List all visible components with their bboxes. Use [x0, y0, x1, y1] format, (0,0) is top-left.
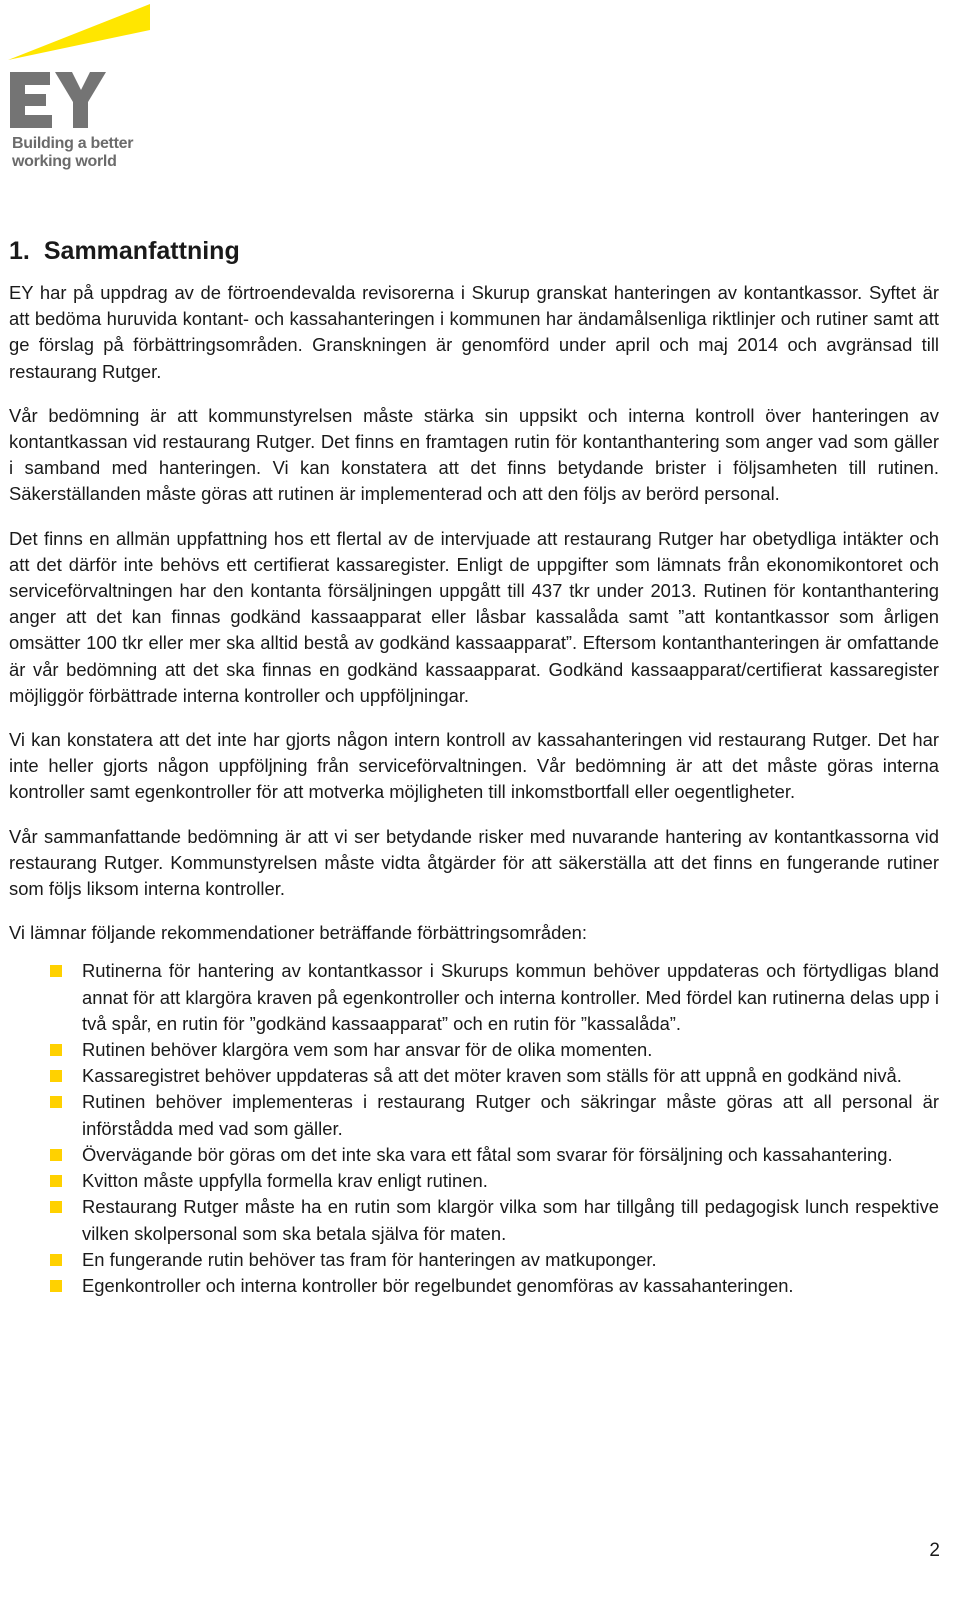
bullet-square-icon [50, 1044, 62, 1056]
ey-logo-tagline-line1: Building a better [12, 135, 134, 152]
ey-logo-beam [8, 4, 150, 60]
paragraph-intro: EY har på uppdrag av de förtroendevalda revisorerna i Skurup granskat hanteringen av kontantkassor. Syftet är att bedöma huruvida kontant- och kassahanteringen i kommunen har ändamålsenliga riktlinjer och rutiner samt att ge förslag på förbättringsområden. Granskningen är genomförd under april och maj 2014 och avgränsad till restaurang Rutger. [9, 282, 939, 382]
bullet-square-icon [50, 1280, 62, 1292]
recommendation-text: Övervägande bör göras om det inte ska vara ett fåtal som svarar för försäljning och kassahantering. [82, 1143, 893, 1165]
list-item [9, 1247, 939, 1273]
list-item [9, 1194, 939, 1246]
paragraph-recommendations-intro: Vi lämnar följande rekommendationer beträffande förbättringsområden: [9, 922, 587, 944]
ey-logo-tagline [12, 135, 133, 171]
paragraph-summary: Vår sammanfattande bedömning är att vi ser betydande risker med nuvarande hantering av kontantkassorna vid restaurang Rutger. Kommunstyrelsen måste vidta åtgärder för att säkerställa att det finns en fungerande rutiner som följs liksom interna kontroller. [9, 825, 939, 900]
recommendation-text: Rutinerna för hantering av kontantkassor i Skurups kommun behöver uppdateras och förtydligas bland annat för att klargöra kraven på egenkontroller och interna kontroller. Med fördel kan rutinerna delas upp i två spår, en rutin för ”godkänd kassaapparat” och en rutin för ”kassalåda”. [82, 960, 939, 1034]
list-item [9, 1273, 939, 1299]
recommendation-text: Rutinen behöver implementeras i restaurang Rutger och säkringar måste göras att all personal är införstådda med vad som gäller. [82, 1091, 939, 1139]
document-body [9, 236, 939, 1299]
paragraph-internal-control: Vi kan konstatera att det inte har gjorts någon intern kontroll av kassahanteringen vid restaurang Rutger. Det har inte heller gjorts någon uppföljning från serviceförvaltningen. Vår bedömning är att det måste göras interna kontroller samt egenkontroller för att motverka möjligheten till inkomstbortfall eller oegentligheter. [9, 729, 939, 803]
ey-logo-tagline-line2: working world [12, 153, 117, 170]
ey-logo-letter-e [10, 72, 52, 128]
paragraph-assessment: Vår bedömning är att kommunstyrelsen måste stärka sin uppsikt och interna kontroll över hanteringen av kontantkassan vid restaurang Rutger. Det finns en framtagen rutin för kontanthantering som anger vad som gäller i samband med hanteringen. Vi kan konstatera att det finns betydande brister i följsamheten till rutinen. Säkerställanden måste göras att rutinen är implementerad och att den följs av berörd personal. [9, 404, 939, 505]
list-item [9, 1168, 939, 1194]
list-item [9, 1063, 939, 1089]
section-title: Sammanfattning [43, 237, 240, 265]
recommendation-text: Rutinen behöver klargöra vem som har ansvar för de olika momenten. [82, 1039, 653, 1061]
page-number: 2 [929, 1540, 940, 1561]
recommendations-list [9, 958, 939, 1299]
list-item [9, 958, 939, 1037]
ey-logo-mark [8, 4, 158, 134]
recommendation-text: En fungerande rutin behöver tas fram för hanteringen av matkuponger. [82, 1248, 657, 1270]
ey-logo-letter-y [55, 72, 106, 128]
paragraph-cash-register: Det finns en allmän uppfattning hos ett flertal av de intervjuade att restaurang Rutger har obetydliga intäkter och att det därför inte behövs ett certifierat kassaregister. Enligt de uppgifter som lämnats från ekonomikontoret och serviceförvaltningen har den kontanta försäljningen uppgått till 437 tkr under 2013. Rutinen för kontanthantering anger att det kan finnas godkänd kassaapparat eller låsbar kassalåda samt ”att kontantkassor som årligen omsätter 100 tkr eller mer ska alltid bestå av godkänd kassaapparat”. Eftersom kontanthanteringen är omfattande är vår bedömning att det ska finnas en godkänd kassaapparat. Godkänd kassaapparat/certifierat kassaregister möjliggör förbättrade interna kontroller och uppföljningar. [9, 527, 939, 706]
ey-logo [8, 4, 158, 174]
section-number: 1. [9, 237, 30, 265]
list-item [9, 1142, 939, 1168]
bullet-square-icon [50, 1175, 62, 1187]
list-item [9, 1037, 939, 1063]
list-item [9, 1089, 939, 1141]
section-heading [9, 236, 939, 266]
recommendation-text: Kvitton måste uppfylla formella krav enligt rutinen. [82, 1170, 488, 1192]
bullet-square-icon [50, 1149, 62, 1161]
recommendation-text: Kassaregistret behöver uppdateras så att det möter kraven som ställs för att uppnå en godkänd nivå. [82, 1065, 902, 1087]
bullet-square-icon [50, 1070, 62, 1082]
bullet-square-icon [50, 1096, 62, 1108]
bullet-square-icon [50, 1201, 62, 1213]
recommendation-text: Restaurang Rutger måste ha en rutin som klargör vilka som har tillgång till pedagogisk lunch respektive vilken skolpersonal som ska betala själva för maten. [82, 1196, 939, 1244]
bullet-square-icon [50, 965, 62, 977]
recommendation-text: Egenkontroller och interna kontroller bör regelbundet genomföras av kassahanteringen. [82, 1274, 794, 1296]
bullet-square-icon [50, 1254, 62, 1266]
